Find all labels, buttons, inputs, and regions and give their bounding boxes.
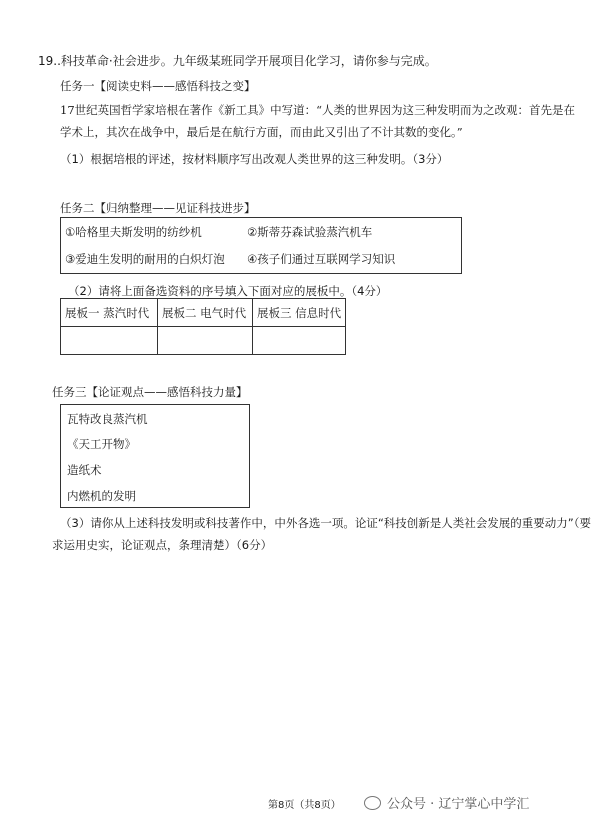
option-item: ④孩子们通过互联网学习知识 (247, 252, 396, 266)
option-item: ②斯蒂芬森试验蒸汽机车 (247, 225, 373, 239)
board-header: 展板一 蒸汽时代 (61, 299, 158, 327)
wechat-icon (364, 796, 381, 810)
task1-source-line2: 学术上，其次在战争中，最后是在航行方面，而由此又引出了不计其数的变化。” (60, 125, 463, 139)
page-number: 第8页（共8页） (268, 800, 341, 811)
board-header: 展板三 信息时代 (253, 299, 346, 327)
watermark-text: 公众号 · 辽宁掌心中学汇 (387, 797, 530, 812)
invention-item: 造纸术 (67, 463, 102, 477)
board-answer-cell[interactable] (61, 327, 158, 355)
question-title: 19..科技革命·社会进步。九年级某班同学开展项目化学习，请你参与完成。 (38, 54, 437, 68)
exhibit-board-table (60, 298, 346, 355)
task2-heading: 任务二【归纳整理——见证科技进步】 (60, 201, 256, 215)
task3-items-box (60, 404, 250, 508)
board-header: 展板二 电气时代 (158, 299, 253, 327)
task3-question-line1: （3）请你从上述科技发明或科技著作中，中外各选一项。论证“科技创新是人类社会发展的重要动力”（要 (60, 516, 591, 530)
option-item: ③爱迪生发明的耐用的白炽灯泡 (65, 252, 225, 266)
invention-item: 内燃机的发明 (67, 489, 136, 503)
watermark (364, 793, 529, 812)
task1-source-line1: 17世纪英国哲学家培根在著作《新工具》中写道：“人类的世界因为这三种发明而为之改观：首先是在 (60, 103, 576, 117)
invention-item: 瓦特改良蒸汽机 (67, 412, 148, 426)
task2-options-box (60, 217, 462, 274)
board-answer-cell[interactable] (253, 327, 346, 355)
option-item: ①哈格里夫斯发明的纺纱机 (65, 225, 202, 239)
board-answer-cell[interactable] (158, 327, 253, 355)
task1-heading: 任务一【阅读史料——感悟科技之变】 (60, 79, 256, 93)
task3-heading: 任务三【论证观点——感悟科技力量】 (52, 385, 248, 399)
task2-question: （2）请将上面备选资料的序号填入下面对应的展板中。（4分） (68, 284, 388, 298)
invention-item: 《天工开物》 (67, 437, 136, 451)
task3-question-line2: 求运用史实，论证观点，条理清楚）（6分） (52, 538, 273, 552)
task1-question: （1）根据培根的评述，按材料顺序写出改观人类世界的这三种发明。（3分） (60, 152, 449, 166)
